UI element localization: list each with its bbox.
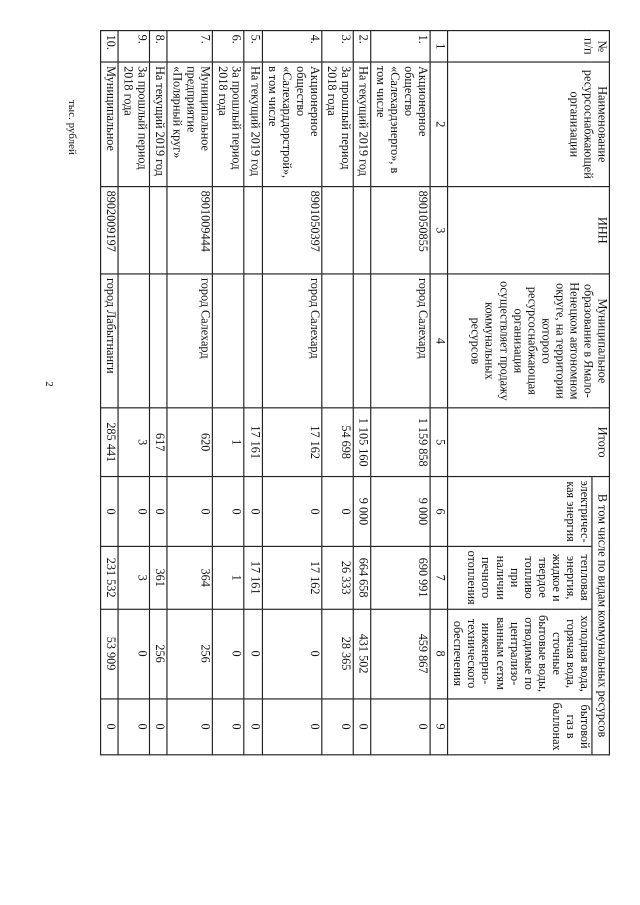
column-number: 8 — [430, 609, 448, 699]
table-row — [118, 31, 150, 755]
cell-org-name: На текущий 2019 год — [244, 62, 262, 187]
rotated-table-container — [100, 30, 610, 755]
cell-total: 17 162 — [262, 408, 322, 477]
cell-row-number: 5. — [244, 31, 262, 62]
cell-heat: 231 532 — [101, 547, 119, 609]
cell-water: 431 502 — [353, 609, 371, 699]
cell-total: 54 698 — [322, 408, 354, 477]
header-name: Наименование ресурсоснабжающей организации — [448, 62, 609, 187]
cell-org-name: На текущий 2019 год — [353, 62, 371, 187]
cell-org-name: На текущий 2019 год — [150, 62, 168, 187]
cell-municipality — [353, 274, 371, 408]
page-number: 2 — [42, 381, 55, 387]
header-inn: ИНН — [448, 187, 609, 274]
table-row — [262, 31, 322, 755]
column-number: 3 — [430, 187, 448, 274]
cell-electric: 0 — [262, 477, 322, 547]
cell-municipality — [213, 274, 245, 408]
cell-heat: 1 — [213, 547, 245, 609]
cell-heat: 364 — [167, 547, 213, 609]
cell-heat: 17 162 — [262, 547, 322, 609]
cell-total: 285 441 — [101, 408, 119, 477]
cell-municipality — [244, 274, 262, 408]
cell-gas: 0 — [167, 698, 213, 754]
cell-electric: 9 000 — [353, 477, 371, 547]
table-row — [322, 31, 354, 755]
cell-electric: 0 — [118, 477, 150, 547]
column-number: 6 — [430, 477, 448, 547]
cell-water: 256 — [167, 609, 213, 699]
cell-heat: 690 991 — [371, 547, 431, 609]
cell-municipality: город Салехард — [167, 274, 213, 408]
header-water: холодная вода, горячая вода, сточные бытовые воды, отводимые по централизо-ванным сетям инженерно-технического обеспечения — [448, 609, 592, 699]
resources-table — [100, 30, 610, 755]
cell-heat: 17 161 — [244, 547, 262, 609]
cell-gas: 0 — [262, 698, 322, 754]
cell-water: 0 — [213, 609, 245, 699]
table-row — [101, 31, 119, 755]
cell-heat: 26 333 — [322, 547, 354, 609]
cell-org-name: Муниципальное предприятие «Полярный круг» — [167, 62, 213, 187]
cell-gas: 0 — [150, 698, 168, 754]
cell-inn: 8902009197 — [101, 187, 119, 274]
cell-org-name: За прошлый период 2018 года — [118, 62, 150, 187]
header-no: № п/п — [448, 31, 609, 62]
column-number: 4 — [430, 274, 448, 408]
cell-electric: 9 000 — [371, 477, 431, 547]
table-row — [371, 31, 431, 755]
cell-water: 28 365 — [322, 609, 354, 699]
cell-row-number: 9. — [118, 31, 150, 62]
cell-electric: 0 — [244, 477, 262, 547]
table-row — [167, 31, 213, 755]
cell-row-number: 6. — [213, 31, 245, 62]
cell-electric: 0 — [150, 477, 168, 547]
header-electric: электричес-кая энергия — [448, 477, 592, 547]
cell-row-number: 4. — [262, 31, 322, 62]
cell-gas: 0 — [371, 698, 431, 754]
cell-row-number: 2. — [353, 31, 371, 62]
cell-gas: 0 — [353, 698, 371, 754]
column-number: 5 — [430, 408, 448, 477]
cell-water: 0 — [244, 609, 262, 699]
cell-row-number: 3. — [322, 31, 354, 62]
cell-water: 0 — [118, 609, 150, 699]
header-gas: бытовой газ в баллонах — [448, 698, 592, 754]
cell-gas: 0 — [101, 698, 119, 754]
cell-org-name: Акционерное общество «Салехарддорстрой», в том числе — [262, 62, 322, 187]
cell-inn — [213, 187, 245, 274]
header-municipality: Муниципальное образование в Ямало-Ненецком автономном округе, на территории которого ресурсоснабжающая организация осуществляет продажу коммунальных ресурсов — [448, 274, 609, 408]
column-number: 9 — [430, 698, 448, 754]
cell-inn: 8901009444 — [167, 187, 213, 274]
table-row — [353, 31, 371, 755]
cell-total: 1 — [213, 408, 245, 477]
header-total: Итого — [448, 408, 609, 477]
cell-municipality: город Лабытнанги — [101, 274, 119, 408]
units-note: тыс. рублей — [66, 100, 78, 155]
cell-total: 620 — [167, 408, 213, 477]
cell-inn — [118, 187, 150, 274]
cell-org-name: Муниципальное — [101, 62, 119, 187]
cell-gas: 0 — [213, 698, 245, 754]
cell-org-name: За прошлый период 2018 года — [322, 62, 354, 187]
cell-municipality — [150, 274, 168, 408]
cell-org-name: За прошлый период 2018 года — [213, 62, 245, 187]
cell-inn — [353, 187, 371, 274]
cell-inn: 8901050397 — [262, 187, 322, 274]
cell-inn — [244, 187, 262, 274]
cell-total: 3 — [118, 408, 150, 477]
cell-row-number: 10. — [101, 31, 119, 62]
cell-gas: 0 — [244, 698, 262, 754]
cell-total: 617 — [150, 408, 168, 477]
cell-electric: 0 — [322, 477, 354, 547]
cell-municipality — [118, 274, 150, 408]
cell-electric: 0 — [213, 477, 245, 547]
cell-municipality: город Салехард — [262, 274, 322, 408]
cell-heat: 664 658 — [353, 547, 371, 609]
column-number-row — [430, 31, 448, 755]
cell-heat: 361 — [150, 547, 168, 609]
table-row — [244, 31, 262, 755]
cell-water: 256 — [150, 609, 168, 699]
cell-row-number: 8. — [150, 31, 168, 62]
cell-municipality: город Салехард — [371, 274, 431, 408]
cell-electric: 0 — [167, 477, 213, 547]
header-by-type: В том числе по видам коммунальных ресурсов — [592, 477, 610, 755]
cell-water: 459 867 — [371, 609, 431, 699]
column-number: 1 — [430, 31, 448, 62]
header-heat: тепловая энергия, жидкое и твердое топливо при наличии печного отопления — [448, 547, 592, 609]
cell-total: 1 105 160 — [353, 408, 371, 477]
cell-water: 53 909 — [101, 609, 119, 699]
cell-inn — [150, 187, 168, 274]
cell-org-name: Акционерное общество «Салехардэнерго», в том числе — [371, 62, 431, 187]
cell-municipality — [322, 274, 354, 408]
table-row — [213, 31, 245, 755]
cell-total: 1 159 858 — [371, 408, 431, 477]
column-number: 7 — [430, 547, 448, 609]
cell-inn — [322, 187, 354, 274]
cell-gas: 0 — [322, 698, 354, 754]
table-row — [150, 31, 168, 755]
cell-electric: 0 — [101, 477, 119, 547]
column-number: 2 — [430, 62, 448, 187]
table-body — [101, 31, 431, 755]
cell-row-number: 7. — [167, 31, 213, 62]
cell-total: 17 161 — [244, 408, 262, 477]
cell-inn: 8901050855 — [371, 187, 431, 274]
cell-row-number: 1. — [371, 31, 431, 62]
cell-water: 0 — [262, 609, 322, 699]
cell-heat: 3 — [118, 547, 150, 609]
cell-gas: 0 — [118, 698, 150, 754]
